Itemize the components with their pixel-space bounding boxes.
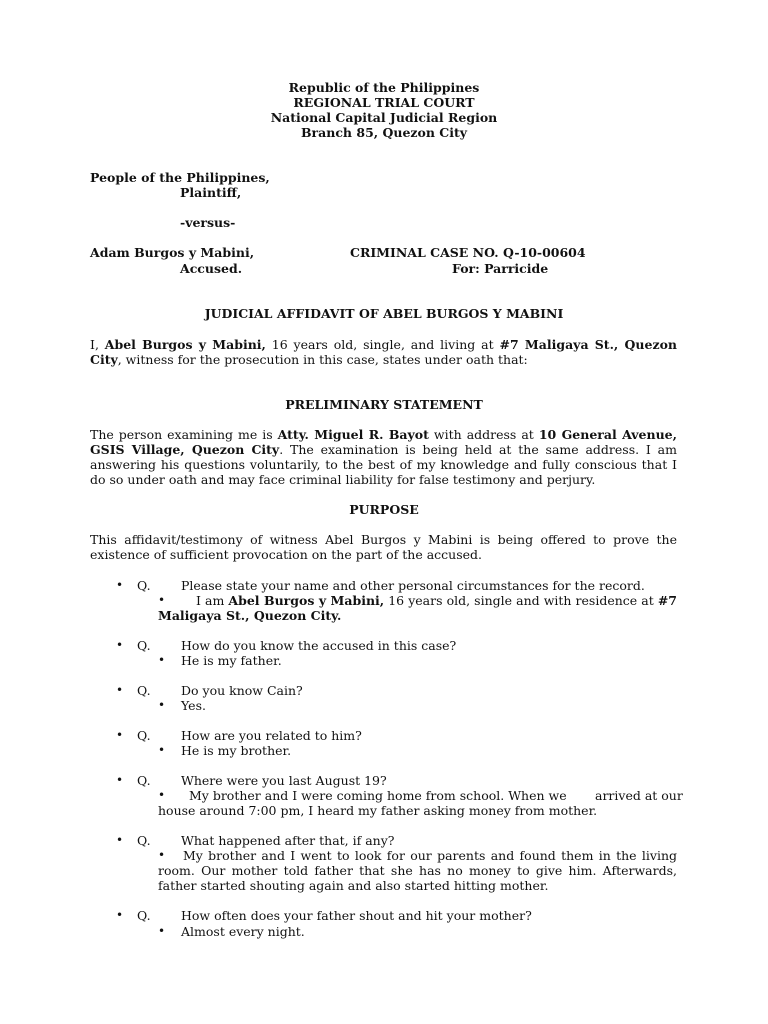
accused-name: Adam Burgos y Mabini, xyxy=(90,245,255,260)
answer-text-1: My brother and I were coming home from school. When we xyxy=(189,788,567,803)
intro-paragraph xyxy=(90,337,677,367)
intro-text-1: I, xyxy=(90,337,105,352)
question-label: Q. xyxy=(137,638,151,653)
bullet-icon: • xyxy=(116,578,124,592)
question-text: How often does your father shout and hit your mother? xyxy=(181,908,532,923)
bullet-icon: • xyxy=(116,833,124,847)
answer-text-1: I am xyxy=(196,593,229,608)
bullet-icon: • xyxy=(116,683,124,697)
question-5 xyxy=(116,773,696,788)
question-text: Where were you last August 19? xyxy=(181,773,387,788)
preliminary-text-3: . The examination is being held at the same address. I am answering his questions voluntarily, to the best of my knowledge and fully conscious that I do so under oath and may face criminal liability for false testimony and perjury. xyxy=(90,442,677,487)
question-text: How do you know the accused in this case? xyxy=(181,638,457,653)
answer-addr-2: Maligaya St., Quezon City. xyxy=(158,608,342,623)
answer-5 xyxy=(158,788,683,818)
versus-label: -versus- xyxy=(180,215,236,230)
answer-name: Abel Burgos y Mabini, xyxy=(228,593,385,608)
question-text: Do you know Cain? xyxy=(181,683,303,698)
witness-address: #7 Maligaya St., Quezon City xyxy=(90,337,677,367)
intro-text-2: 16 years old, single, and living at xyxy=(265,337,500,352)
question-label: Q. xyxy=(137,773,151,788)
answer-6 xyxy=(158,848,678,893)
answer-text-2: 16 years old, single and with residence at xyxy=(384,593,658,608)
bullet-icon: • xyxy=(158,653,166,667)
header-republic: Republic of the Philippines xyxy=(288,80,480,95)
question-label: Q. xyxy=(137,908,151,923)
header-court: REGIONAL TRIAL COURT xyxy=(293,95,475,110)
question-label: Q. xyxy=(137,578,151,593)
question-text: What happened after that, if any? xyxy=(181,833,395,848)
answer-1 xyxy=(158,593,678,623)
answer-7 xyxy=(158,924,678,939)
answer-4 xyxy=(158,743,678,758)
bullet-icon: • xyxy=(116,728,124,742)
witness-name: Abel Burgos y Mabini, xyxy=(104,337,266,352)
question-label: Q. xyxy=(137,833,151,848)
answer-text-2: arrived at our xyxy=(595,788,683,803)
question-7 xyxy=(116,908,696,923)
case-number: CRIMINAL CASE NO. Q-10-00604 xyxy=(350,245,586,260)
offense-label: For: Parricide xyxy=(452,261,549,276)
preliminary-heading: PRELIMINARY STATEMENT xyxy=(285,397,483,412)
answer-addr-1: #7 xyxy=(657,593,677,608)
bullet-icon: • xyxy=(158,743,166,757)
bullet-icon: • xyxy=(158,924,166,938)
bullet-icon: • xyxy=(158,848,166,862)
answer-text: My brother and I went to look for our parents and found them in the living room. Our mother told father that she has no money to give him. Afterwards, father started shouting again and also started hitting mother. xyxy=(158,848,677,893)
bullet-icon: • xyxy=(158,788,166,802)
bullet-icon: • xyxy=(116,908,124,922)
question-text: Please state your name and other personal circumstances for the record. xyxy=(181,578,645,593)
question-3 xyxy=(116,683,696,698)
question-label: Q. xyxy=(137,683,151,698)
bullet-icon: • xyxy=(116,638,124,652)
question-1 xyxy=(116,578,696,593)
answer-text: He is my father. xyxy=(181,653,282,668)
bullet-icon: • xyxy=(116,773,124,787)
answer-text-3: house around 7:00 pm, I heard my father asking money from mother. xyxy=(158,803,598,818)
answer-text xyxy=(158,593,677,623)
answer-text: He is my brother. xyxy=(181,743,292,758)
question-label: Q. xyxy=(137,728,151,743)
question-text: How are you related to him? xyxy=(181,728,362,743)
accused-role: Accused. xyxy=(180,261,243,276)
header-branch: Branch 85, Quezon City xyxy=(300,125,468,140)
answer-text: Almost every night. xyxy=(181,924,305,939)
answer-3 xyxy=(158,698,678,713)
examiner-name: Atty. Miguel R. Bayot xyxy=(277,427,429,442)
examiner-address: 10 General Avenue, GSIS Village, Quezon City xyxy=(90,427,677,457)
bullet-icon: • xyxy=(158,593,166,607)
header-region: National Capital Judicial Region xyxy=(270,110,498,125)
question-6 xyxy=(116,833,696,848)
plaintiff-role: Plaintiff, xyxy=(180,185,242,200)
preliminary-text-2: with address at xyxy=(428,427,539,442)
preliminary-text-1: The person examining me is xyxy=(90,427,278,442)
preliminary-paragraph xyxy=(90,427,677,487)
answer-2 xyxy=(158,653,678,668)
intro-text-3: , witness for the prosecution in this case, states under oath that: xyxy=(117,352,528,367)
affidavit-title: JUDICIAL AFFIDAVIT OF ABEL BURGOS Y MABINI xyxy=(204,306,564,321)
purpose-heading: PURPOSE xyxy=(349,502,419,517)
plaintiff-name: People of the Philippines, xyxy=(90,170,270,185)
purpose-paragraph: This affidavit/testimony of witness Abel Burgos y Mabini is being offered to prove the existence of sufficient provocation on the part of the accused. xyxy=(90,532,677,562)
question-4 xyxy=(116,728,696,743)
bullet-icon: • xyxy=(158,698,166,712)
question-2 xyxy=(116,638,696,653)
answer-text: Yes. xyxy=(181,698,206,713)
